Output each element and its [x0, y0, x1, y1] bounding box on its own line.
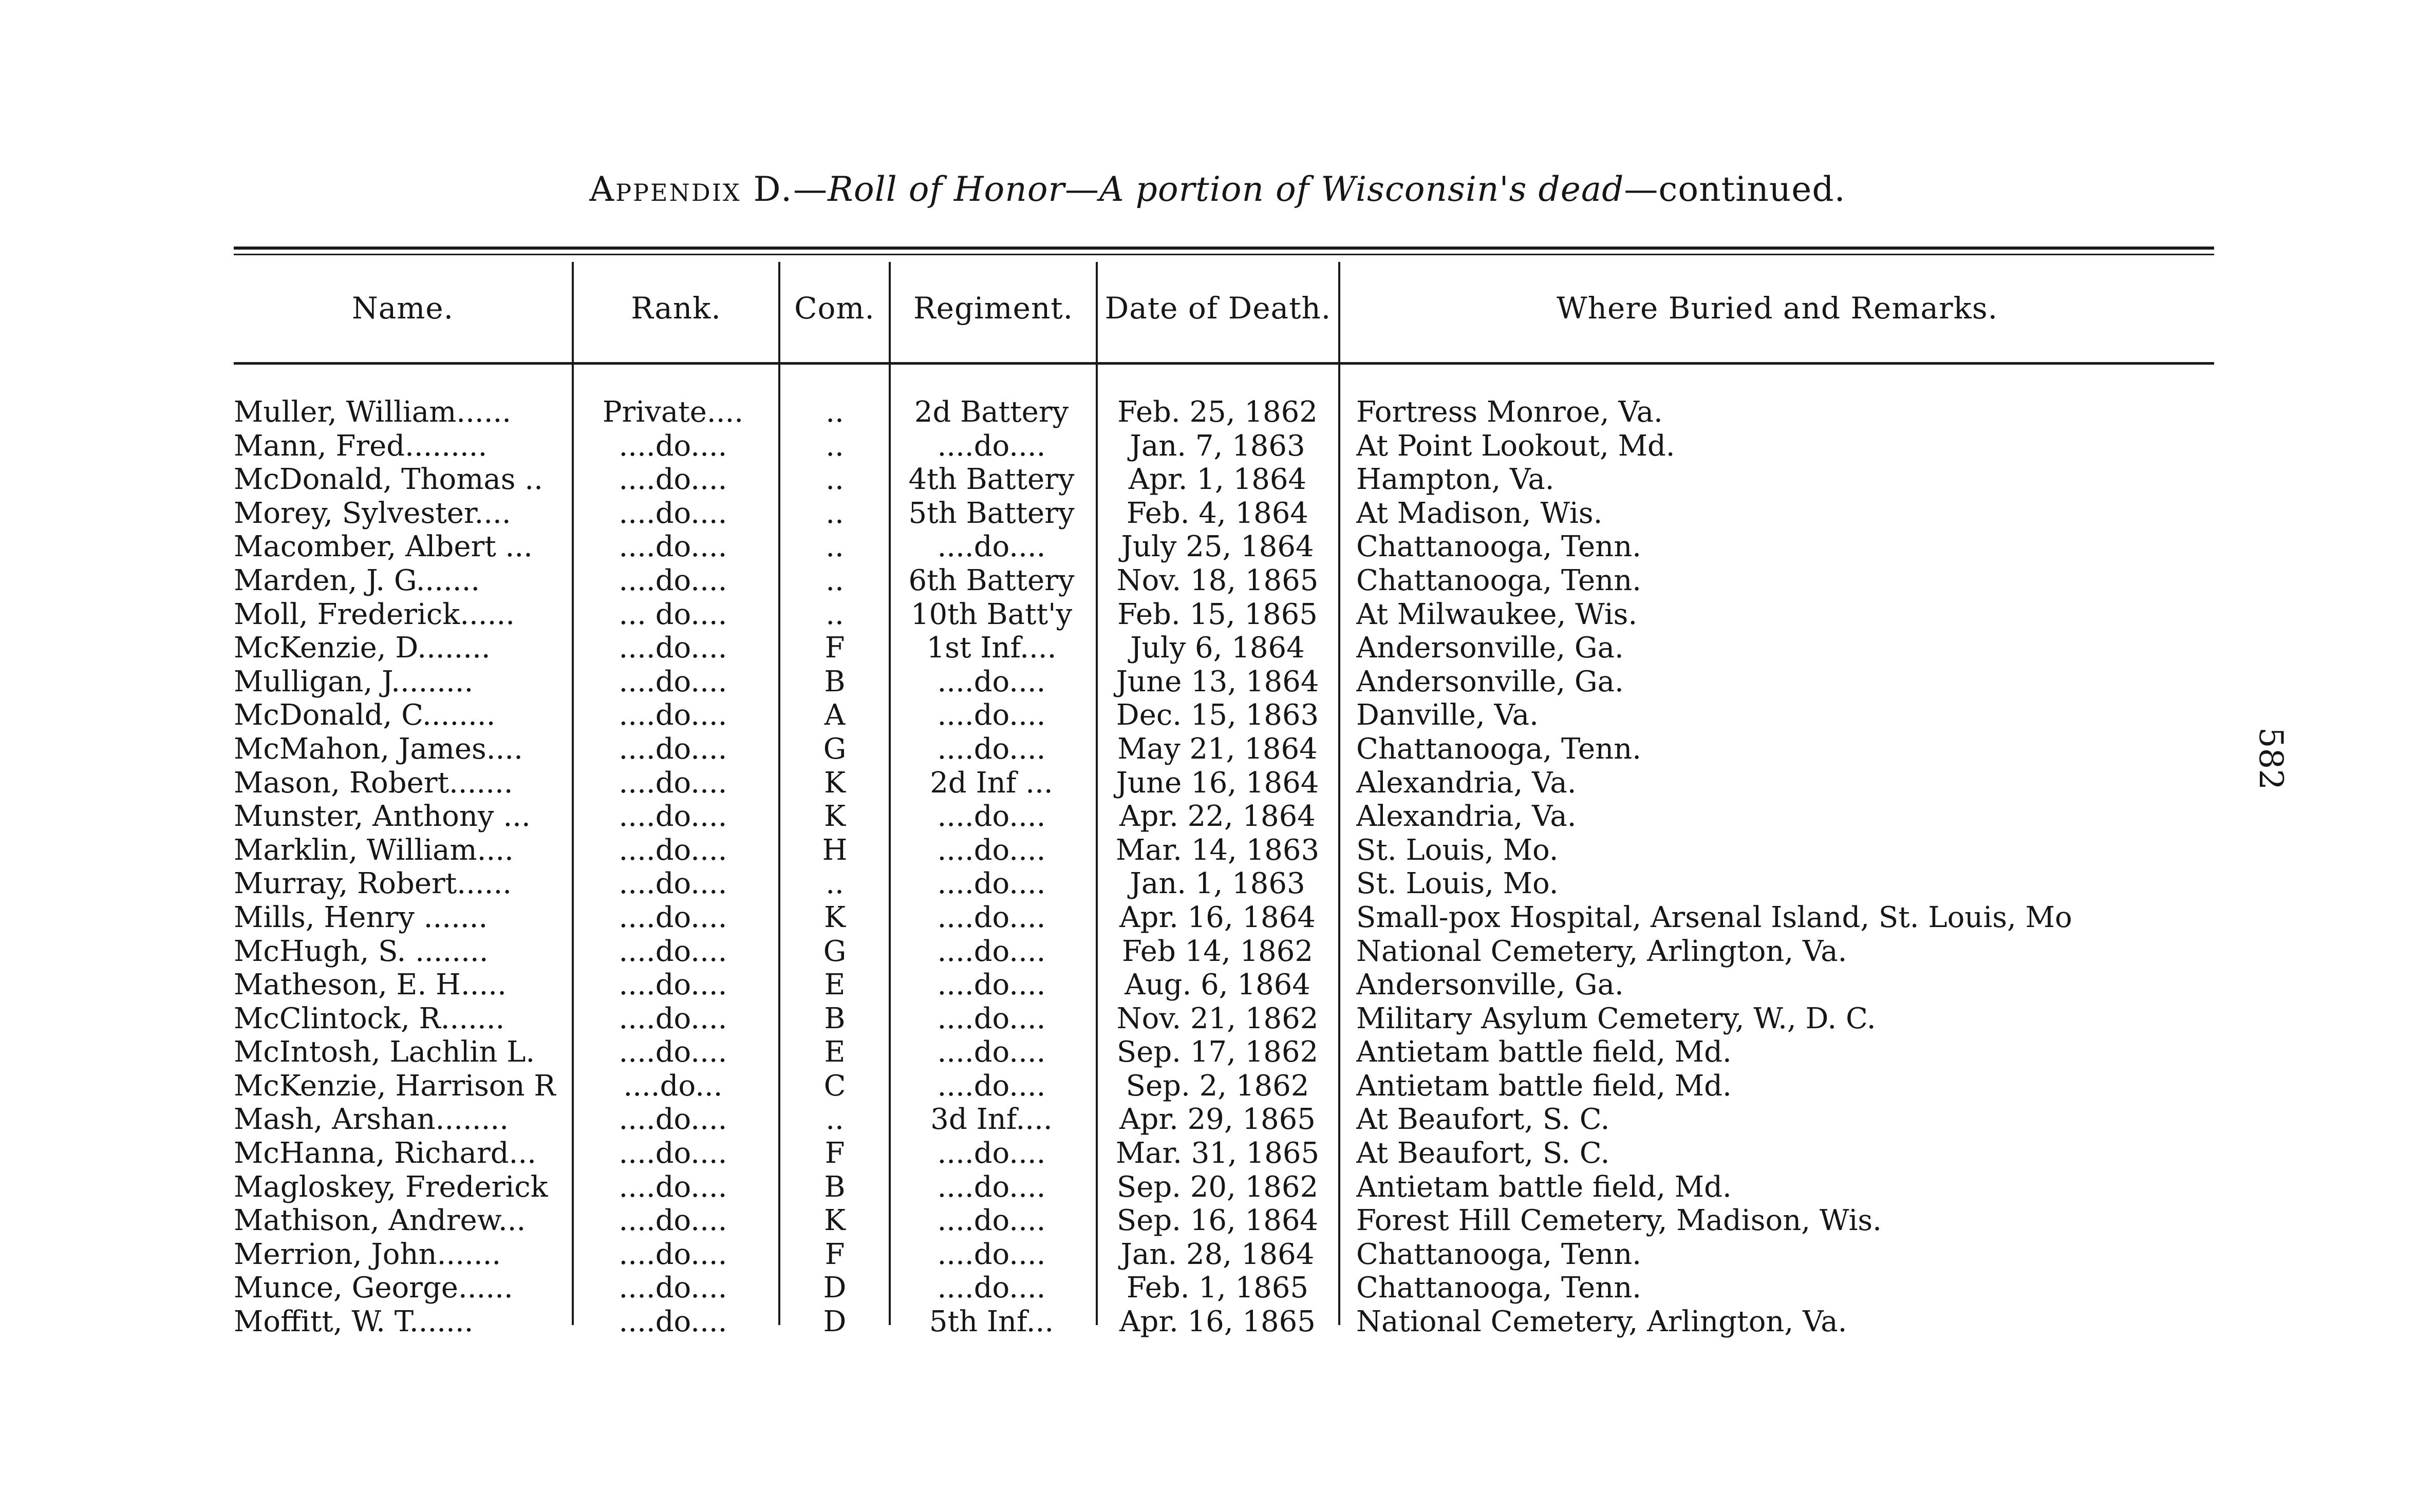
cell-where-buried: Andersonville, Ga.: [1356, 631, 1624, 665]
table-row: [0, 463, 2435, 497]
cell-where-buried: Danville, Va.: [1356, 698, 1539, 732]
cell-company: ..: [826, 429, 844, 463]
cell-where-buried: St. Louis, Mo.: [1356, 833, 1559, 867]
cell-regiment: 5th Inf...: [929, 1305, 1054, 1339]
cell-where-buried: Fortress Monroe, Va.: [1356, 395, 1663, 429]
table-row: [0, 1035, 2435, 1069]
table-row: [0, 732, 2435, 766]
cell-regiment: ....do....: [937, 1170, 1046, 1204]
cell-regiment: ....do....: [937, 833, 1046, 867]
title-dash: —: [1065, 169, 1099, 209]
page-title: [0, 169, 2435, 209]
cell-where-buried: Chattanooga, Tenn.: [1356, 1237, 1642, 1271]
table-row: [0, 1271, 2435, 1305]
cell-rank: ....do....: [619, 1204, 727, 1238]
header-name: Name.: [351, 291, 454, 326]
cell-rank: ....do....: [619, 1035, 727, 1069]
cell-name: Murray, Robert......: [234, 867, 512, 901]
cell-regiment: ....do....: [937, 665, 1046, 698]
cell-rank: ....do....: [619, 900, 727, 934]
cell-where-buried: Chattanooga, Tenn.: [1356, 732, 1642, 766]
cell-company: ..: [826, 867, 844, 901]
cell-company: ..: [826, 597, 844, 631]
cell-date-of-death: Feb. 15, 1865: [1117, 597, 1318, 631]
cell-where-buried: Chattanooga, Tenn.: [1356, 530, 1642, 564]
cell-company: K: [824, 1204, 846, 1238]
cell-company: F: [825, 1237, 845, 1271]
cell-date-of-death: Feb 14, 1862: [1122, 934, 1313, 968]
cell-regiment: 10th Batt'y: [910, 597, 1073, 631]
cell-rank: ....do....: [619, 631, 727, 665]
cell-regiment: ....do....: [937, 698, 1046, 732]
cell-name: Mills, Henry .......: [234, 900, 488, 934]
cell-where-buried: Antietam battle field, Md.: [1356, 1069, 1732, 1103]
cell-name: Marklin, William....: [234, 833, 514, 867]
cell-date-of-death: Sep. 17, 1862: [1116, 1035, 1319, 1069]
cell-date-of-death: July 6, 1864: [1130, 631, 1305, 665]
header-bottom-rule: [234, 362, 2214, 365]
table-row: [0, 497, 2435, 531]
cell-name: Moll, Frederick......: [234, 597, 515, 631]
cell-rank: ....do....: [619, 1001, 727, 1035]
table-row: [0, 598, 2435, 632]
cell-name: Magloskey, Frederick: [234, 1170, 548, 1204]
cell-regiment: ....do....: [937, 1271, 1046, 1305]
cell-name: Munster, Anthony ...: [234, 800, 531, 834]
cell-rank: ....do....: [619, 732, 727, 766]
table-row: [0, 1305, 2435, 1339]
cell-name: McMahon, James....: [234, 732, 523, 766]
cell-rank: ....do...: [623, 1069, 723, 1103]
cell-where-buried: Andersonville, Ga.: [1356, 968, 1624, 1002]
cell-rank: ....do....: [619, 1237, 727, 1271]
cell-name: McKenzie, Harrison R: [234, 1069, 556, 1103]
cell-company: ..: [826, 395, 844, 429]
cell-date-of-death: Apr. 22, 1864: [1119, 800, 1316, 834]
cell-regiment: 3d Inf....: [930, 1103, 1053, 1137]
cell-name: McHugh, S. ........: [234, 934, 489, 968]
cell-name: Mann, Fred.........: [234, 429, 488, 463]
cell-company: B: [824, 1001, 846, 1035]
table-row: [0, 1069, 2435, 1103]
cell-regiment: ....do....: [937, 934, 1046, 968]
header-com: Com.: [794, 291, 875, 326]
cell-where-buried: Chattanooga, Tenn.: [1356, 1271, 1642, 1305]
cell-where-buried: At Milwaukee, Wis.: [1356, 597, 1638, 631]
cell-where-buried: Military Asylum Cemetery, W., D. C.: [1356, 1001, 1876, 1035]
cell-company: ..: [826, 563, 844, 597]
header-date: Date of Death.: [1104, 291, 1332, 326]
cell-company: C: [823, 1069, 846, 1103]
cell-name: Matheson, E. H.....: [234, 968, 507, 1002]
cell-rank: ....do....: [619, 463, 727, 497]
table-row: [0, 968, 2435, 1002]
table-body: [0, 395, 2435, 1339]
table-row: [0, 564, 2435, 598]
table-row: [0, 429, 2435, 463]
cell-rank: ....do....: [619, 1170, 727, 1204]
cell-date-of-death: Mar. 14, 1863: [1115, 833, 1320, 867]
cell-where-buried: Alexandria, Va.: [1356, 800, 1577, 834]
cell-date-of-death: July 25, 1864: [1121, 530, 1314, 564]
cell-regiment: ....do....: [937, 1137, 1046, 1170]
cell-rank: ....do....: [619, 665, 727, 698]
cell-company: E: [824, 1035, 846, 1069]
cell-rank: ....do....: [619, 833, 727, 867]
cell-regiment: 4th Battery: [908, 463, 1075, 497]
cell-rank: ....do....: [619, 563, 727, 597]
header-where: Where Buried and Remarks.: [1556, 291, 1998, 326]
cell-regiment: 1st Inf....: [926, 631, 1057, 665]
cell-rank: ....do....: [619, 968, 727, 1002]
cell-rank: ... do....: [619, 597, 727, 631]
cell-date-of-death: June 16, 1864: [1116, 766, 1319, 800]
cell-name: Munce, George......: [234, 1271, 513, 1305]
table-row: [0, 1002, 2435, 1036]
title-portion: A portion of Wisconsin's dead: [1099, 169, 1624, 209]
cell-regiment: ....do....: [937, 1237, 1046, 1271]
cell-date-of-death: Feb. 4, 1864: [1126, 496, 1309, 530]
cell-regiment: 5th Battery: [908, 496, 1075, 530]
cell-name: Marden, J. G.......: [234, 563, 480, 597]
cell-rank: ....do....: [619, 1103, 727, 1137]
table-row: [0, 766, 2435, 800]
cell-where-buried: At Beaufort, S. C.: [1356, 1103, 1610, 1137]
cell-company: B: [824, 665, 846, 698]
cell-date-of-death: Feb. 25, 1862: [1117, 395, 1318, 429]
title-dash: —: [1624, 169, 1659, 209]
cell-company: D: [823, 1271, 847, 1305]
table-row: [0, 867, 2435, 901]
appendix-label: Appendix D.: [589, 169, 794, 209]
cell-company: K: [824, 900, 846, 934]
cell-company: B: [824, 1170, 846, 1204]
cell-name: McDonald, C........: [234, 698, 496, 732]
cell-name: McDonald, Thomas ..: [234, 463, 543, 497]
cell-where-buried: Antietam battle field, Md.: [1356, 1170, 1732, 1204]
cell-company: H: [822, 833, 848, 867]
cell-company: ..: [826, 496, 844, 530]
cell-rank: ....do....: [619, 1271, 727, 1305]
cell-date-of-death: Mar. 31, 1865: [1115, 1137, 1320, 1170]
table-row: [0, 665, 2435, 699]
cell-name: Moffitt, W. T.......: [234, 1305, 474, 1339]
cell-name: McHanna, Richard...: [234, 1137, 536, 1170]
cell-name: Mulligan, J.........: [234, 665, 474, 698]
table-row: [0, 631, 2435, 665]
cell-regiment: ....do....: [937, 800, 1046, 834]
top-rule-thick: [234, 247, 2214, 250]
cell-company: A: [824, 698, 846, 732]
cell-regiment: ....do....: [937, 1069, 1046, 1103]
cell-company: K: [824, 800, 846, 834]
cell-rank: ....do....: [619, 1305, 727, 1339]
cell-company: E: [824, 968, 846, 1002]
top-rule-thin: [234, 254, 2214, 255]
cell-date-of-death: May 21, 1864: [1117, 732, 1318, 766]
cell-company: D: [823, 1305, 847, 1339]
cell-company: ..: [826, 530, 844, 564]
cell-where-buried: Hampton, Va.: [1356, 463, 1554, 497]
header-rank: Rank.: [631, 291, 721, 326]
cell-company: ..: [826, 463, 844, 497]
cell-where-buried: Chattanooga, Tenn.: [1356, 563, 1642, 597]
cell-where-buried: Small-pox Hospital, Arsenal Island, St. Louis, Mo: [1356, 900, 2072, 934]
table-row: [0, 800, 2435, 834]
cell-company: F: [825, 631, 845, 665]
cell-date-of-death: Feb. 1, 1865: [1126, 1271, 1309, 1305]
cell-regiment: ....do....: [937, 530, 1046, 564]
cell-date-of-death: June 13, 1864: [1116, 665, 1319, 698]
title-continued: continued.: [1658, 169, 1846, 209]
table-row: [0, 834, 2435, 867]
cell-regiment: ....do....: [937, 968, 1046, 1002]
cell-regiment: 2d Battery: [914, 395, 1069, 429]
table-row: [0, 1204, 2435, 1238]
cell-name: Mason, Robert.......: [234, 766, 513, 800]
cell-regiment: ....do....: [937, 867, 1046, 901]
cell-date-of-death: Nov. 18, 1865: [1116, 563, 1319, 597]
cell-company: G: [823, 732, 847, 766]
cell-name: McKenzie, D........: [234, 631, 491, 665]
title-roll: Roll of Honor: [828, 169, 1065, 209]
cell-rank: ....do....: [619, 800, 727, 834]
cell-rank: ....do....: [619, 530, 727, 564]
table-row: [0, 1238, 2435, 1272]
cell-where-buried: At Beaufort, S. C.: [1356, 1137, 1610, 1170]
cell-rank: ....do....: [619, 698, 727, 732]
table-row: [0, 1137, 2435, 1170]
cell-rank: ....do....: [619, 766, 727, 800]
header-regiment: Regiment.: [913, 291, 1074, 326]
cell-name: McIntosh, Lachlin L.: [234, 1035, 535, 1069]
cell-date-of-death: Apr. 1, 1864: [1128, 463, 1307, 497]
page-number: 582: [2252, 727, 2290, 790]
cell-date-of-death: Apr. 16, 1865: [1119, 1305, 1316, 1339]
cell-date-of-death: Apr. 29, 1865: [1119, 1103, 1316, 1137]
cell-where-buried: Forest Hill Cemetery, Madison, Wis.: [1356, 1204, 1882, 1238]
cell-name: Macomber, Albert ...: [234, 530, 533, 564]
cell-regiment: ....do....: [937, 1035, 1046, 1069]
table-row: [0, 1170, 2435, 1204]
cell-where-buried: National Cemetery, Arlington, Va.: [1356, 934, 1847, 968]
cell-date-of-death: Jan. 7, 1863: [1130, 429, 1305, 463]
cell-rank: ....do....: [619, 429, 727, 463]
cell-where-buried: Antietam battle field, Md.: [1356, 1035, 1732, 1069]
cell-date-of-death: Dec. 15, 1863: [1116, 698, 1319, 732]
cell-company: ..: [826, 1103, 844, 1137]
cell-name: Muller, William......: [234, 395, 512, 429]
cell-date-of-death: Aug. 6, 1864: [1125, 968, 1310, 1002]
cell-company: K: [824, 766, 846, 800]
cell-regiment: 2d Inf ...: [930, 766, 1053, 800]
table-row: [0, 698, 2435, 732]
cell-regiment: ....do....: [937, 1204, 1046, 1238]
cell-company: F: [825, 1137, 845, 1170]
cell-rank: ....do....: [619, 934, 727, 968]
table-row: [0, 530, 2435, 564]
cell-where-buried: National Cemetery, Arlington, Va.: [1356, 1305, 1847, 1339]
table-row: [0, 1103, 2435, 1137]
cell-where-buried: At Madison, Wis.: [1356, 496, 1603, 530]
cell-where-buried: Andersonville, Ga.: [1356, 665, 1624, 698]
cell-rank: Private....: [602, 395, 744, 429]
cell-date-of-death: Sep. 20, 1862: [1116, 1170, 1319, 1204]
cell-date-of-death: Sep. 16, 1864: [1116, 1204, 1319, 1238]
cell-name: McClintock, R.......: [234, 1001, 505, 1035]
cell-regiment: ....do....: [937, 900, 1046, 934]
cell-where-buried: St. Louis, Mo.: [1356, 867, 1559, 901]
cell-date-of-death: Apr. 16, 1864: [1119, 900, 1316, 934]
cell-date-of-death: Jan. 1, 1863: [1130, 867, 1305, 901]
cell-rank: ....do....: [619, 496, 727, 530]
cell-where-buried: Alexandria, Va.: [1356, 766, 1577, 800]
cell-regiment: ....do....: [937, 429, 1046, 463]
cell-where-buried: At Point Lookout, Md.: [1356, 429, 1675, 463]
cell-regiment: ....do....: [937, 732, 1046, 766]
table-row: [0, 935, 2435, 969]
table-row: [0, 395, 2435, 429]
cell-name: Merrion, John.......: [234, 1237, 501, 1271]
table-row: [0, 901, 2435, 935]
cell-name: Morey, Sylvester....: [234, 496, 511, 530]
cell-date-of-death: Nov. 21, 1862: [1116, 1001, 1319, 1035]
cell-name: Mathison, Andrew...: [234, 1204, 526, 1238]
cell-rank: ....do....: [619, 1137, 727, 1170]
cell-date-of-death: Jan. 28, 1864: [1120, 1237, 1315, 1271]
cell-regiment: 6th Battery: [908, 563, 1075, 597]
title-dash: —: [793, 169, 828, 209]
cell-name: Mash, Arshan........: [234, 1103, 509, 1137]
cell-regiment: ....do....: [937, 1001, 1046, 1035]
cell-date-of-death: Sep. 2, 1862: [1126, 1069, 1309, 1103]
cell-company: G: [823, 934, 847, 968]
cell-rank: ....do....: [619, 867, 727, 901]
